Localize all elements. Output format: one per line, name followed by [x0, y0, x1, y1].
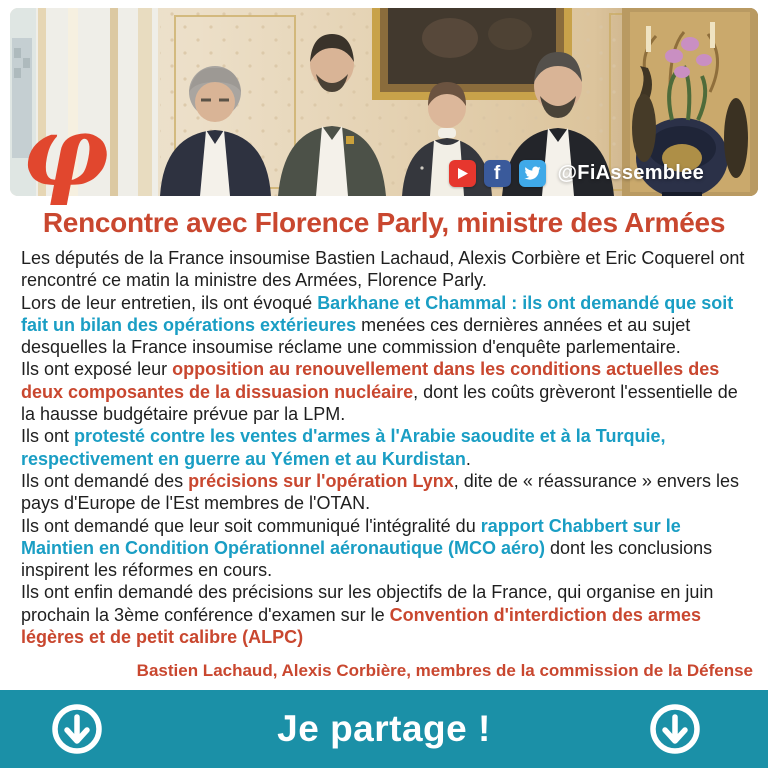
social-handle[interactable]: @FiAssemblee — [557, 162, 704, 184]
meeting-photo — [10, 8, 758, 196]
article-segment: Ils ont demandé que leur soit communiqué l'intégralité du — [21, 515, 481, 536]
article-segment: Ils ont enfin demandé des précisions sur les objectifs de la France, qui organise en juin prochain la 3ème conférence d'examen sur le — [21, 582, 714, 625]
article-segment: Ils ont exposé leur — [21, 359, 173, 380]
article-text — [21, 247, 749, 648]
download-arrow-icon-right[interactable] — [649, 703, 701, 755]
article-segment: Ils ont demandé des — [21, 470, 189, 491]
article-segment: opposition au renouvellement dans les conditions actuelles des deux composantes de la dissuasion nucléaire — [21, 359, 720, 402]
attribution-line: Bastien Lachaud, Alexis Corbière, membres de la commission de la Défense — [136, 661, 753, 680]
article-segment: protesté contre les ventes d'armes à l'Arabie saoudite et à la Turquie, respectivement en guerre au Yémen et au Kurdistan — [21, 426, 666, 469]
facebook-icon[interactable] — [484, 160, 511, 187]
article-segment: , dite de « réassurance » envers les pays d'Europe de l'Est membres de l'OTAN. — [21, 470, 739, 514]
article-segment: rapport Chabbert sur le Maintien en Condition Opérationnel aéronautique (MCO aéro) — [21, 515, 681, 558]
article-segment: Convention d'interdiction des armes légères et de petit calibre (ALPC) — [21, 604, 701, 648]
article-segment: Les députés de la France insoumise Bastien Lachaud, Alexis Corbière et Eric Coquerel ont rencontré ce matin la ministre des Armées, Florence Parly. — [21, 248, 745, 291]
social-bar — [449, 160, 705, 187]
article-segment: Barkhane et Chammal : ils ont demandé que soit fait un bilan des opérations extérieures — [21, 292, 734, 335]
facebook-glyph: f — [493, 163, 501, 184]
article-segment: menées ces dernières années et au sujet desquelles la France insoumise réclame une commission d'enquête parlementaire. — [21, 314, 691, 358]
page-title: Rencontre avec Florence Parly, ministre des Armées — [42, 207, 726, 238]
france-insoumise-phi-logo: φ — [22, 95, 109, 208]
share-label: Je partage ! — [277, 708, 491, 749]
article-segment: dont les conclusions inspirent les réformes en cours. — [21, 537, 713, 581]
download-arrow-icon-left[interactable] — [51, 703, 103, 755]
article-segment: Ils ont — [21, 426, 75, 447]
youtube-icon[interactable] — [449, 160, 476, 187]
article-segment: précisions sur l'opération Lynx — [188, 470, 454, 491]
article-segment: Lors de leur entretien, ils ont évoqué — [21, 292, 318, 313]
twitter-icon[interactable] — [519, 160, 546, 187]
article-segment: , dont les coûts grèveront l'essentielle de la hausse budgétaire prévue par la LPM. — [21, 381, 738, 425]
article-segment: . — [465, 448, 471, 469]
